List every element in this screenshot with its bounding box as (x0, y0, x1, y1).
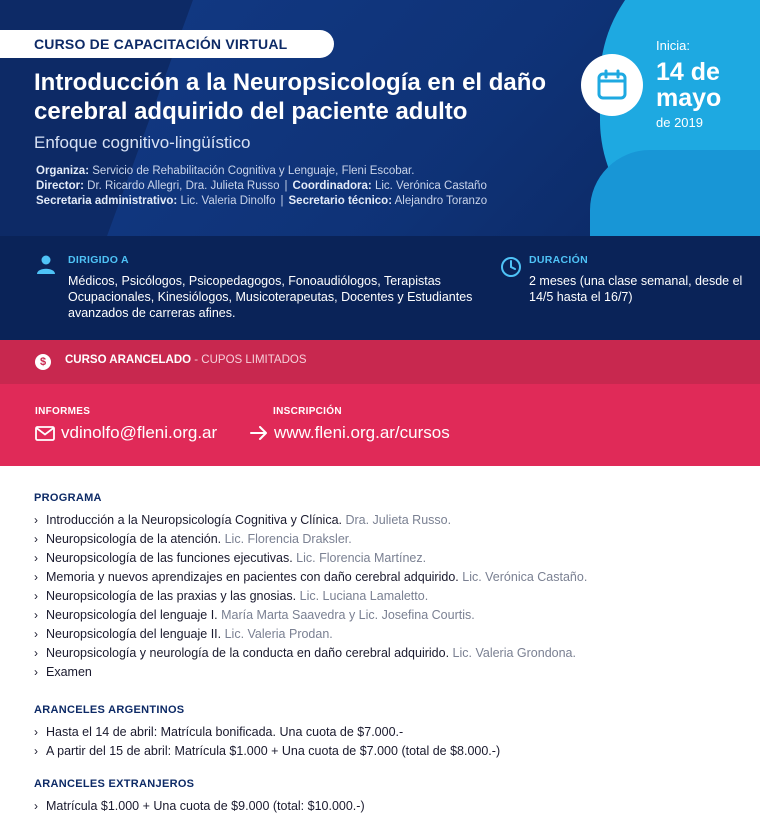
item-lecturer: Lic. Florencia Martínez. (292, 551, 427, 565)
credits-line-secretaria (36, 194, 487, 209)
list-item (34, 663, 587, 682)
course-type-tag: CURSO DE CAPACITACIÓN VIRTUAL (0, 30, 334, 58)
arancel-title: CURSO ARANCELADO (65, 354, 192, 366)
item-topic: Neuropsicología del lenguaje II. (46, 627, 222, 641)
secretaria-value: Lic. Valeria Dinolfo (180, 195, 276, 207)
mail-icon (35, 426, 55, 441)
informes-block (35, 406, 217, 443)
item-topic: Memoria y nuevos aprendizajes en pacientes con daño cerebral adquirido. (46, 570, 459, 584)
list-item-text (46, 625, 333, 644)
item-topic: Neuropsicología de las praxias y las gnosias. (46, 589, 297, 603)
item-lecturer: María Marta Saavedra y Lic. Josefina Courtis. (217, 608, 475, 622)
item-topic: Examen (46, 665, 92, 679)
inscripcion-url-link[interactable] (250, 423, 450, 443)
credits-line-organiza (36, 164, 487, 179)
chevron-right-icon: › (34, 551, 38, 565)
director-value: Dr. Ricardo Allegri, Dra. Julieta Russo (87, 180, 280, 192)
list-item (34, 568, 587, 587)
separator: | (280, 195, 284, 207)
list-item-text (46, 587, 428, 606)
informes-email-link[interactable] (35, 423, 217, 443)
arrow-right-icon (250, 426, 268, 440)
chevron-right-icon: › (34, 725, 38, 739)
list-item-text (46, 797, 365, 816)
course-subtitle: Enfoque cognitivo-lingüístico (34, 133, 251, 152)
inscripcion-block (250, 406, 450, 443)
secretario-label: Secretario técnico: (288, 195, 393, 207)
programa-section (34, 492, 587, 682)
course-title: Introducción a la Neuropsicología en el daño cerebral adquirido del paciente adulto (34, 69, 547, 125)
dollar-icon: $ (35, 354, 51, 370)
list-item (34, 742, 500, 761)
start-date (656, 38, 721, 130)
list-item (34, 644, 587, 663)
list-item-text (46, 723, 403, 742)
item-lecturer: Dra. Julieta Russo. (342, 513, 452, 527)
item-topic: Neuropsicología de las funciones ejecutivas. (46, 551, 293, 565)
chevron-right-icon: › (34, 799, 38, 813)
programa-list (34, 511, 587, 682)
list-item (34, 587, 587, 606)
organiza-label: Organiza: (36, 165, 90, 177)
programa-title: PROGRAMA (34, 492, 102, 504)
inscripcion-url[interactable]: www.fleni.org.ar/cursos (274, 423, 450, 442)
course-credits (36, 164, 487, 209)
aranceles-extranjeros-section (34, 778, 365, 816)
item-lecturer: Lic. Luciana Lamaletto. (296, 589, 429, 603)
arancel-band (0, 340, 760, 384)
list-item-text (46, 511, 451, 530)
list-item (34, 797, 365, 816)
item-lecturer: Lic. Valeria Grondona. (449, 646, 576, 660)
inscripcion-label: INSCRIPCIÓN (273, 406, 342, 417)
list-item (34, 606, 587, 625)
list-item-text (46, 530, 352, 549)
item-topic: Hasta el 14 de abril: Matrícula bonificada. Una cuota de $7.000.- (46, 725, 404, 739)
dirigido-text: Médicos, Psicólogos, Psicopedagogos, Fonoaudiólogos, Terapistas Ocupacionales, Kinesiólogos, Musicoterapeutas, Docentes y Estudiantes avanzados de carreras afines. (68, 274, 473, 320)
list-item-text (46, 742, 500, 761)
aranceles-argentinos-title: ARANCELES ARGENTINOS (34, 704, 185, 716)
start-date-month: mayo (656, 84, 722, 112)
coordinadora-value: Lic. Verónica Castaño (374, 180, 487, 192)
credits-line-director (36, 179, 487, 194)
aranceles-extranjeros-title: ARANCELES EXTRANJEROS (34, 778, 195, 790)
duracion-text: 2 meses (una clase semanal, desde el 14/5 hasta el 16/7) (529, 274, 743, 304)
list-item-text (46, 663, 92, 682)
chevron-right-icon: › (34, 532, 38, 546)
item-topic: Neuropsicología y neurología de la conducta en daño cerebral adquirido. (46, 646, 450, 660)
chevron-right-icon: › (34, 589, 38, 603)
informes-label: INFORMES (35, 406, 91, 417)
start-date-year: de 2019 (656, 115, 703, 130)
secretaria-label: Secretaria administrativo: (36, 195, 178, 207)
item-lecturer: Lic. Florencia Draksler. (221, 532, 352, 546)
chevron-right-icon: › (34, 627, 38, 641)
arancel-text (65, 354, 307, 366)
director-label: Director: (36, 180, 84, 192)
aranceles-argentinos-list (34, 723, 500, 761)
contact-band (0, 384, 760, 466)
chevron-right-icon: › (34, 646, 38, 660)
calendar-badge (581, 54, 643, 116)
item-topic: Introducción a la Neuropsicología Cognitiva y Clínica. (46, 513, 342, 527)
list-item-text (46, 549, 426, 568)
item-topic: Neuropsicología del lenguaje I. (46, 608, 218, 622)
list-item (34, 723, 500, 742)
list-item (34, 625, 587, 644)
item-topic: A partir del 15 de abril: Matrícula $1.000 + Una cuota de $7.000 (total de $8.000.-) (46, 744, 501, 758)
item-lecturer: Lic. Valeria Prodan. (221, 627, 333, 641)
clock-icon (500, 256, 522, 278)
chevron-right-icon: › (34, 608, 38, 622)
informes-email[interactable]: vdinolfo@fleni.org.ar (61, 423, 218, 442)
chevron-right-icon: › (34, 744, 38, 758)
aranceles-argentinos-section (34, 704, 500, 761)
header-banner (0, 0, 760, 236)
organiza-value: Servicio de Rehabilitación Cognitiva y Lenguaje, Fleni Escobar. (92, 165, 415, 177)
item-topic: Matrícula $1.000 + Una cuota de $9.000 (total: $10.000.-) (46, 799, 365, 813)
start-date-label: Inicia: (656, 38, 690, 53)
separator: | (284, 180, 288, 192)
item-topic: Neuropsicología de la atención. (46, 532, 222, 546)
calendar-icon (595, 68, 629, 102)
list-item-text (46, 606, 475, 625)
list-item (34, 511, 587, 530)
coordinadora-label: Coordinadora: (292, 180, 372, 192)
secretario-value: Alejandro Toranzo (394, 195, 488, 207)
aranceles-extranjeros-list (34, 797, 365, 816)
duracion-label: DURACIÓN (529, 254, 588, 266)
arancel-suffix: - CUPOS LIMITADOS (191, 354, 307, 366)
header-accent-shape-lower (590, 150, 760, 236)
course-info-band (0, 236, 760, 340)
list-item (34, 530, 587, 549)
list-item (34, 549, 587, 568)
chevron-right-icon: › (34, 665, 38, 679)
item-lecturer: Lic. Verónica Castaño. (458, 570, 588, 584)
chevron-right-icon: › (34, 513, 38, 527)
list-item-text (46, 644, 576, 663)
start-date-day: 14 de (656, 58, 720, 86)
list-item-text (46, 568, 587, 587)
chevron-right-icon: › (34, 570, 38, 584)
person-icon (36, 254, 56, 274)
dirigido-label: DIRIGIDO A (68, 254, 129, 266)
